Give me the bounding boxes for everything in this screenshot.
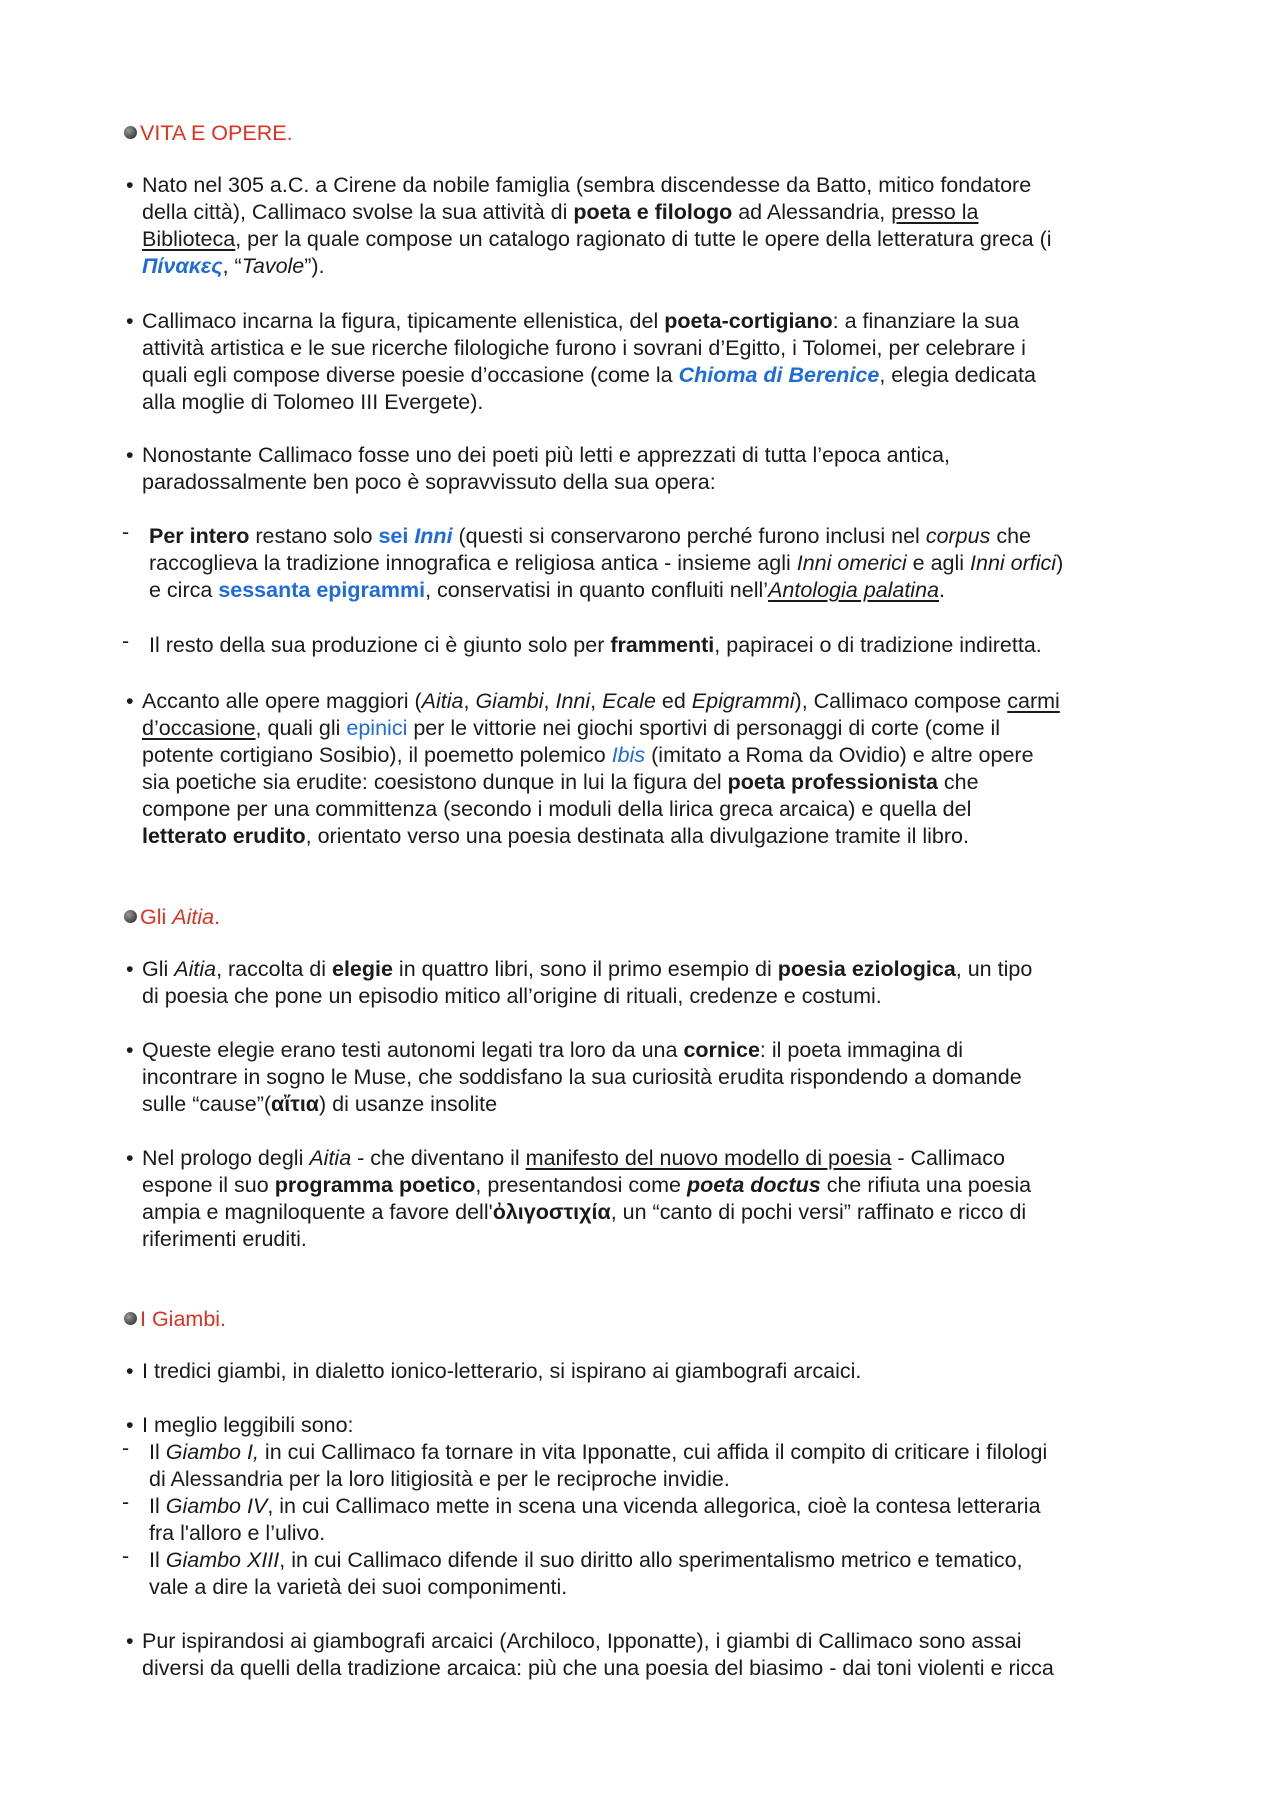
- text-line: [142, 1064, 1182, 1091]
- text-run: Nato nel 305 a.C. a Cirene da nobile famiglia (sembra discendesse da Batto, mitico fondatore: [142, 173, 1032, 197]
- text-run: Inni: [414, 524, 453, 548]
- text-run: cornice: [683, 1038, 760, 1062]
- text-run: in quattro libri, sono il primo esempio di: [392, 957, 778, 981]
- text-line: [149, 632, 1189, 659]
- text-run: Inni: [555, 689, 591, 713]
- text-line: [142, 199, 1182, 226]
- text-line: [142, 1172, 1182, 1199]
- dash-marker: -: [122, 629, 130, 653]
- text-run: , papiracei o di tradizione indiretta.: [714, 633, 1042, 657]
- bullet-marker: •: [126, 1038, 134, 1062]
- text-run: raccoglieva la tradizione innografica e religiosa antica - insieme agli: [149, 551, 797, 575]
- bullet-dot-icon: [124, 910, 137, 923]
- text-run: , per la quale compose un catalogo ragionato di tutte le opere della letteratura greca (i: [235, 227, 1052, 251]
- paragraph: [126, 172, 1182, 280]
- text-run: compone per una committenza (secondo i moduli della lirica greca arcaica) e quella del: [142, 797, 972, 821]
- paragraph: [126, 1145, 1182, 1253]
- text-run: , “: [222, 254, 242, 278]
- text-run: Gli: [140, 905, 173, 929]
- text-line: [142, 1037, 1182, 1064]
- text-run: letterato erudito: [142, 824, 306, 848]
- text-run: poeta e filologo: [573, 200, 733, 224]
- text-run: Gli: [142, 957, 175, 981]
- text-run: Nonostante Callimaco fosse uno dei poeti più letti e apprezzati di tutta l’epoca antica,: [142, 443, 950, 467]
- text-run: Aitia: [174, 957, 217, 981]
- text-run: poeta doctus: [686, 1173, 821, 1197]
- text-line: [142, 308, 1182, 335]
- paragraph: [126, 956, 1182, 1010]
- text-run: Il: [149, 1494, 166, 1518]
- text-run: Callimaco incarna la figura, tipicamente ellenistica, del: [142, 309, 665, 333]
- dash-item: [122, 1436, 1189, 1493]
- text-run: poeta-cortigiano: [664, 309, 833, 333]
- text-run: manifesto del nuovo modello di poesia: [525, 1146, 892, 1170]
- text-run: di Alessandria per la loro litigiosità e per le reciproche invidie.: [149, 1467, 730, 1491]
- text-run: Chioma di Berenice: [678, 363, 880, 387]
- text-run: paradossalmente ben poco è sopravvissuto della sua opera:: [142, 470, 716, 494]
- text-run: di poesia che pone un episodio mitico all’origine di rituali, credenze e costumi.: [142, 984, 882, 1008]
- paragraph: [126, 1037, 1182, 1118]
- bullet-marker: •: [126, 1413, 134, 1437]
- text-run: epinici: [346, 716, 408, 740]
- text-run: Ecale: [602, 689, 656, 713]
- bullet-marker: •: [126, 689, 134, 713]
- text-run: sessanta epigrammi: [218, 578, 426, 602]
- text-run: Nel prologo degli: [142, 1146, 310, 1170]
- text-run: riferimenti eruditi.: [142, 1227, 307, 1251]
- text-line: [142, 1412, 1182, 1439]
- text-run: Tavole: [241, 254, 305, 278]
- text-run: (imitato a Roma da Ovidio) e altre opere: [645, 743, 1034, 767]
- text-run: Il resto della sua produzione ci è giunto solo per: [149, 633, 611, 657]
- text-line: [149, 577, 1189, 604]
- text-run: ,: [543, 689, 556, 713]
- text-line: [142, 823, 1182, 850]
- text-run: incontrare in sogno le Muse, che soddisfano la sua curiosità erudita rispondendo a domande: [142, 1065, 1022, 1089]
- text-run: : a finanziare la sua: [832, 309, 1020, 333]
- text-run: vale a dire la varietà dei suoi componimenti.: [149, 1575, 568, 1599]
- text-run: alla moglie di Tolomeo III Evergete).: [142, 390, 484, 414]
- bullet-marker: •: [126, 443, 134, 467]
- text-run: , presentandosi come: [475, 1173, 687, 1197]
- bullet-dot-icon: [124, 126, 137, 139]
- text-line: [142, 769, 1182, 796]
- text-line: [149, 1466, 1189, 1493]
- text-run: poesia eziologica: [777, 957, 956, 981]
- dash-marker: -: [122, 1544, 130, 1568]
- text-run: Inni omerici: [796, 551, 907, 575]
- text-run: ὀλιγοστιχία: [492, 1200, 611, 1224]
- text-line: [142, 1655, 1182, 1682]
- dash-item: [122, 1490, 1189, 1547]
- bullet-marker: •: [126, 1146, 134, 1170]
- bullet-marker: •: [126, 1359, 134, 1383]
- text-run: , in cui Callimaco mette in scena una vicenda allegorica, cioè la contesa letteraria: [267, 1494, 1041, 1518]
- text-line: [142, 362, 1182, 389]
- text-run: Pur ispirandosi ai giambografi arcaici (Archiloco, Ipponatte), i giambi di Callimaco sono assai: [142, 1629, 1022, 1653]
- text-run: Aitia: [172, 905, 215, 929]
- text-run: Aitia: [421, 689, 464, 713]
- text-run: , orientato verso una poesia destinata alla divulgazione tramite il libro.: [305, 824, 969, 848]
- text-run: - che diventano il: [351, 1146, 526, 1170]
- text-run: della città), Callimaco svolse la sua attività di: [142, 200, 574, 224]
- text-run: ): [1056, 551, 1064, 575]
- text-line: [142, 715, 1182, 742]
- text-line: [142, 1091, 1182, 1118]
- text-run: attività artistica e le sue ricerche filologiche furono i sovrani d’Egitto, i Tolomei, per celebrare i: [142, 336, 1026, 360]
- text-run: ) di usanze insolite: [319, 1092, 498, 1116]
- text-run: e circa: [149, 578, 219, 602]
- text-run: Giambo IV: [165, 1494, 268, 1518]
- text-run: ,: [463, 689, 476, 713]
- text-run: , conservatisi in quanto confluiti nell’: [425, 578, 769, 602]
- text-run: , elegia dedicata: [879, 363, 1036, 387]
- bullet-marker: •: [126, 309, 134, 333]
- text-run: I meglio leggibili sono:: [142, 1413, 354, 1437]
- text-line: [149, 1574, 1189, 1601]
- paragraph: [126, 1628, 1182, 1682]
- text-run: , quali gli: [255, 716, 347, 740]
- text-run: presso la: [891, 200, 979, 224]
- text-line: [142, 469, 1182, 496]
- text-run: espone il suo: [142, 1173, 275, 1197]
- text-run: che: [937, 770, 979, 794]
- text-run: per le vittorie nei giochi sportivi di personaggi di corte (come il: [407, 716, 1001, 740]
- text-line: [149, 1493, 1189, 1520]
- text-line: [142, 1358, 1182, 1385]
- text-line: [142, 688, 1182, 715]
- text-run: potente cortigiano Sosibio), il poemetto polemico: [142, 743, 612, 767]
- text-run: d’occasione: [142, 716, 256, 740]
- text-run: : il poeta immagina di: [759, 1038, 964, 1062]
- text-line: [142, 389, 1182, 416]
- text-line: [142, 172, 1182, 199]
- bullet-marker: •: [126, 173, 134, 197]
- text-line: [142, 956, 1182, 983]
- text-run: ad Alessandria,: [732, 200, 892, 224]
- dash-marker: -: [122, 520, 130, 544]
- text-run: ,: [590, 689, 603, 713]
- text-line: [142, 226, 1182, 253]
- text-run: e agli: [906, 551, 971, 575]
- text-line: [142, 1199, 1182, 1226]
- text-run: Il: [149, 1440, 166, 1464]
- text-run: che: [990, 524, 1031, 548]
- text-line: [142, 1628, 1182, 1655]
- text-run: che rifiuta una poesia: [820, 1173, 1032, 1197]
- dash-item: [122, 629, 1189, 659]
- text-run: fra l'alloro e l’ulivo.: [149, 1521, 326, 1545]
- text-run: αἴτια: [271, 1092, 320, 1116]
- text-run: sei: [378, 524, 415, 548]
- dash-item: [122, 1544, 1189, 1601]
- bullet-dot-icon: [124, 1312, 137, 1325]
- text-run: elegie: [332, 957, 393, 981]
- text-line: [142, 253, 1182, 280]
- text-line: [142, 983, 1182, 1010]
- paragraph: [126, 442, 1182, 496]
- text-line: [142, 442, 1182, 469]
- text-run: corpus: [925, 524, 991, 548]
- text-run: quali egli compose diverse poesie d’occasione (come la: [142, 363, 679, 387]
- text-line: [142, 796, 1182, 823]
- section-title: [140, 904, 220, 931]
- text-run: Il: [149, 1548, 166, 1572]
- text-run: frammenti: [610, 633, 715, 657]
- text-run: Epigrammi: [691, 689, 795, 713]
- text-line: [142, 1145, 1182, 1172]
- text-run: .: [939, 578, 945, 602]
- text-run: ampia e magniloquente a favore dell': [142, 1200, 493, 1224]
- text-run: Queste elegie erano testi autonomi legati tra loro da una: [142, 1038, 684, 1062]
- text-run: Ibis: [611, 743, 646, 767]
- text-run: Giambo XIII: [165, 1548, 280, 1572]
- text-run: Biblioteca: [142, 227, 236, 251]
- text-run: , raccolta di: [216, 957, 332, 981]
- text-run: sia poetiche sia erudite: coesistono dunque in lui la figura del: [142, 770, 728, 794]
- text-run: ”).: [304, 254, 325, 278]
- dash-marker: -: [122, 1490, 130, 1514]
- text-run: sulle “cause”(: [142, 1092, 272, 1116]
- dash-item: [122, 520, 1189, 604]
- text-run: Giambo I,: [165, 1440, 259, 1464]
- section-title: VITA E OPERE.: [140, 121, 293, 145]
- text-run: , in cui Callimaco difende il suo diritto allo sperimentalismo metrico e tematico,: [279, 1548, 1023, 1572]
- text-run: Giambi: [475, 689, 544, 713]
- text-run: , un “canto di pochi versi” raffinato e ricco di: [610, 1200, 1027, 1224]
- text-line: [149, 1520, 1189, 1547]
- text-run: Aitia: [309, 1146, 352, 1170]
- text-run: diversi da quelli della tradizione arcaica: più che una poesia del biasimo - dai toni violenti e ricca: [142, 1656, 1054, 1680]
- text-run: in cui Callimaco fa tornare in vita Ipponatte, cui affida il compito di criticare i filologi: [258, 1440, 1048, 1464]
- dash-marker: -: [122, 1436, 130, 1460]
- text-run: Πίνακες: [142, 254, 223, 278]
- text-line: [142, 1226, 1182, 1253]
- text-run: poeta professionista: [727, 770, 938, 794]
- paragraph: [126, 688, 1182, 850]
- text-run: restano solo: [249, 524, 379, 548]
- text-run: ed: [655, 689, 692, 713]
- text-run: Inni orfici: [970, 551, 1057, 575]
- section-title: I Giambi.: [140, 1307, 227, 1331]
- text-line: [149, 523, 1189, 550]
- bullet-marker: •: [126, 957, 134, 981]
- text-run: ), Callimaco compose: [794, 689, 1008, 713]
- text-run: (questi si conservarono perché furono inclusi nel: [452, 524, 926, 548]
- text-line: [142, 335, 1182, 362]
- paragraph: [126, 1412, 1182, 1439]
- paragraph: [126, 1358, 1182, 1385]
- paragraph: [126, 308, 1182, 416]
- text-line: [142, 742, 1182, 769]
- text-run: programma poetico: [274, 1173, 476, 1197]
- bullet-marker: •: [126, 1629, 134, 1653]
- text-run: I tredici giambi, in dialetto ionico-letterario, si ispirano ai giambografi arcaici.: [142, 1359, 862, 1383]
- text-run: .: [214, 905, 221, 929]
- text-line: [149, 1439, 1189, 1466]
- text-run: Per intero: [149, 524, 250, 548]
- text-run: carmi: [1007, 689, 1060, 713]
- text-run: Antologia palatina: [768, 578, 940, 602]
- text-run: , un tipo: [955, 957, 1033, 981]
- text-run: Accanto alle opere maggiori (: [142, 689, 422, 713]
- text-line: [149, 550, 1189, 577]
- text-run: - Callimaco: [891, 1146, 1005, 1170]
- text-line: [149, 1547, 1189, 1574]
